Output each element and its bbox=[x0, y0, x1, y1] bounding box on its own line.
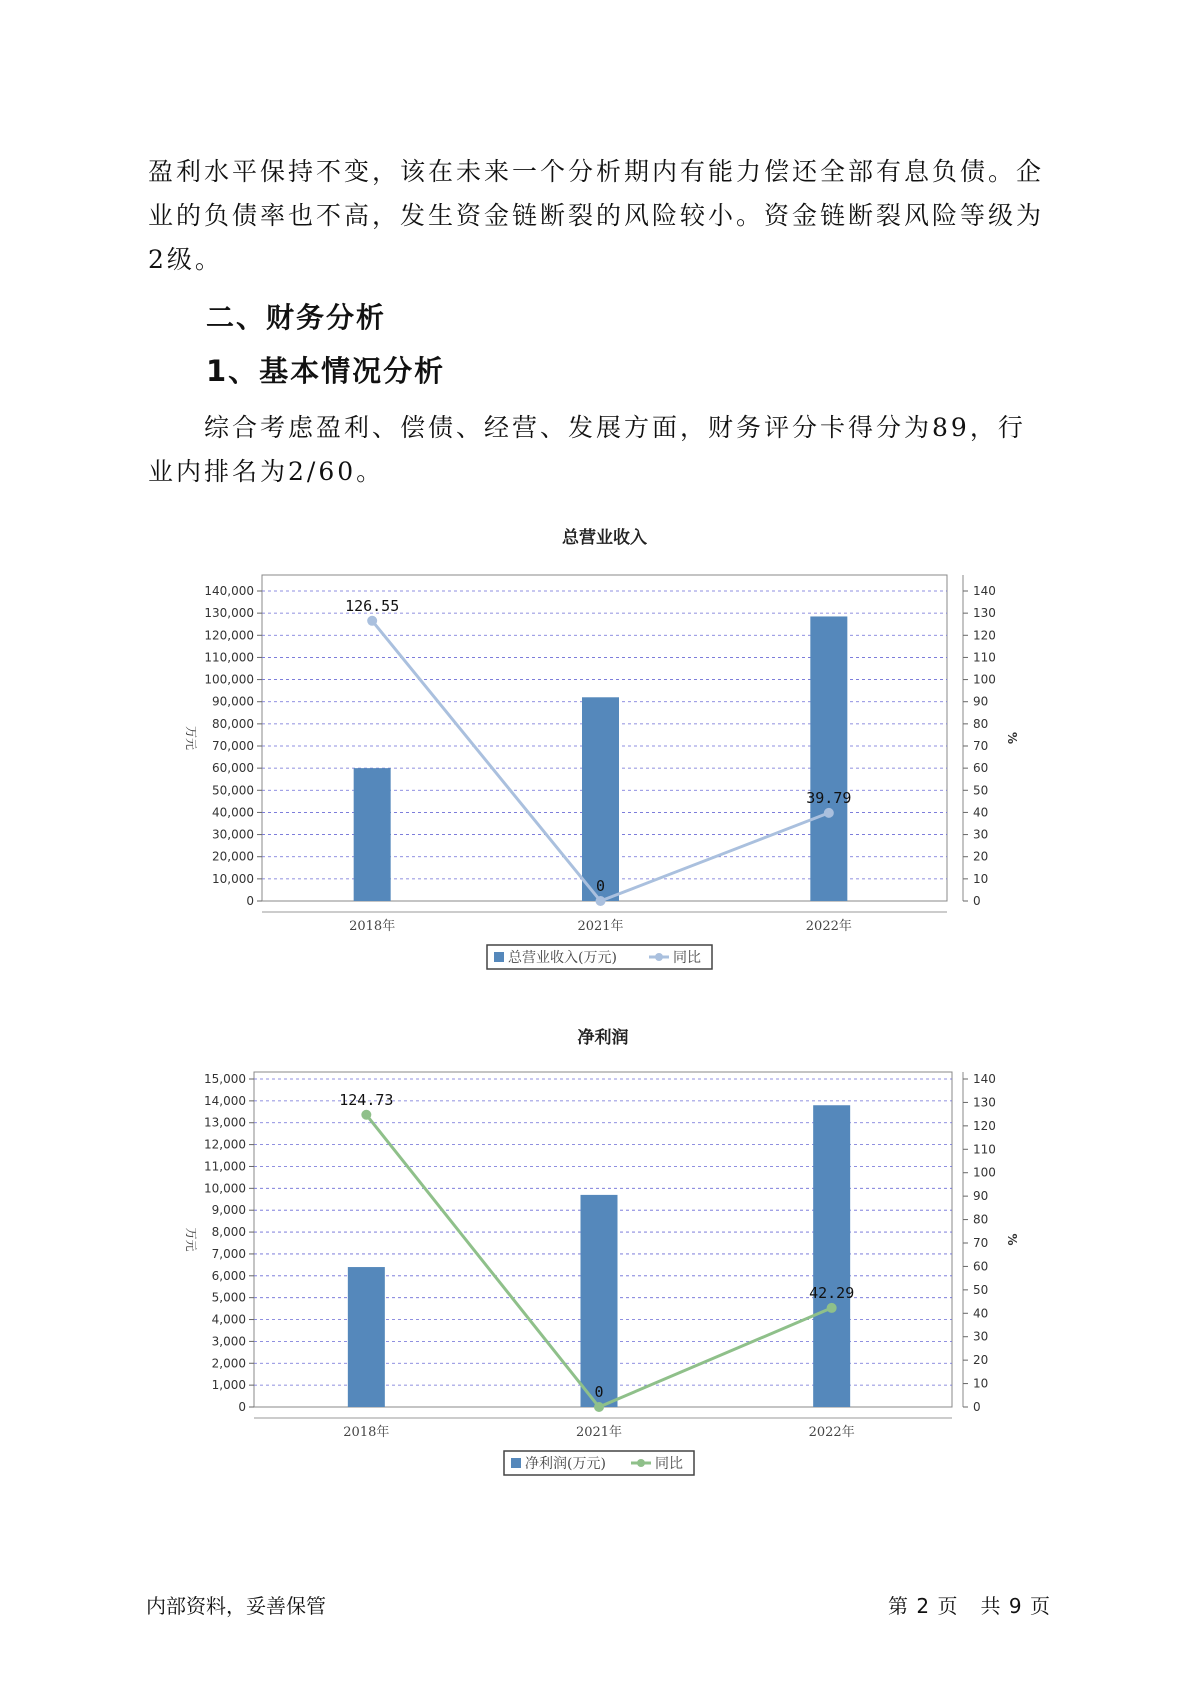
y-tick-label: 2,000 bbox=[211, 1356, 246, 1371]
data-label: 39.79 bbox=[806, 788, 852, 807]
y-tick-label: 1,000 bbox=[211, 1378, 246, 1393]
page-total: 9 bbox=[1008, 1594, 1023, 1618]
y2-tick-label: 80 bbox=[973, 1212, 989, 1227]
y2-tick-label: 80 bbox=[973, 716, 989, 731]
y2-tick-label: 140 bbox=[973, 1072, 996, 1086]
y2-tick-label: 0 bbox=[973, 894, 981, 908]
y2-tick-label: 30 bbox=[973, 827, 989, 842]
bar bbox=[348, 1267, 385, 1407]
x-tick-label: 2018年 bbox=[343, 1425, 390, 1440]
y2-tick-label: 10 bbox=[973, 871, 989, 886]
chart-net-profit bbox=[0, 1020, 1191, 1480]
y2-tick-label: 90 bbox=[973, 1189, 989, 1204]
x-tick-label: 2022年 bbox=[808, 1425, 855, 1440]
legend-line-point bbox=[637, 1459, 645, 1467]
y-tick-label: 80,000 bbox=[212, 716, 254, 731]
y2-tick-label: 120 bbox=[973, 628, 996, 643]
y2-tick-label: 60 bbox=[973, 1259, 989, 1274]
x-tick-label: 2018年 bbox=[349, 919, 396, 934]
y-tick-label: 9,000 bbox=[211, 1203, 246, 1218]
y-tick-label: 11,000 bbox=[204, 1159, 246, 1174]
line-point bbox=[824, 808, 834, 818]
legend-line-label: 同比 bbox=[655, 1456, 683, 1472]
paragraph-continuation: 盈利水平保持不变，该在未来一个分析期内有能力偿还全部有息负债。企业的负债率也不高，发生资金链断裂的风险较小。资金链断裂风险等级为2级。 bbox=[148, 157, 1045, 274]
section-heading: 二、财务分析 bbox=[206, 301, 387, 334]
page-current: 2 bbox=[916, 1594, 931, 1618]
y2-tick-label: 100 bbox=[973, 1165, 996, 1180]
chart-svg bbox=[0, 1020, 1191, 1480]
y2-tick-label: 40 bbox=[973, 805, 989, 820]
bar bbox=[582, 697, 619, 901]
y-tick-label: 10,000 bbox=[204, 1181, 246, 1196]
footer-page-number bbox=[888, 1590, 1051, 1619]
y-tick-label: 14,000 bbox=[204, 1093, 246, 1108]
legend-bar-label: 净利润(万元) bbox=[525, 1456, 606, 1472]
legend-line-label: 同比 bbox=[673, 950, 701, 966]
y2-tick-label: 70 bbox=[973, 739, 989, 753]
legend-bar-label: 总营业收入(万元) bbox=[508, 950, 617, 966]
y2-tick-label: 110 bbox=[973, 1142, 996, 1157]
y2-tick-label: 10 bbox=[973, 1376, 989, 1391]
y2-axis-label: % bbox=[1005, 1233, 1019, 1246]
y2-tick-label: 120 bbox=[973, 1118, 996, 1133]
page-mid: 页 bbox=[937, 1594, 959, 1618]
line-point bbox=[361, 1110, 371, 1120]
y-tick-label: 5,000 bbox=[211, 1290, 246, 1305]
y-tick-label: 6,000 bbox=[211, 1268, 246, 1283]
y-tick-label: 60,000 bbox=[212, 761, 254, 776]
y-tick-label: 20,000 bbox=[212, 849, 254, 864]
data-label: 0 bbox=[594, 1383, 604, 1401]
y-tick-label: 3,000 bbox=[211, 1334, 246, 1349]
y2-tick-label: 140 bbox=[973, 584, 996, 598]
x-tick-label: 2022年 bbox=[805, 919, 852, 934]
y-tick-label: 70,000 bbox=[212, 739, 254, 753]
x-tick-label: 2021年 bbox=[575, 1425, 623, 1440]
y-tick-label: 0 bbox=[246, 894, 254, 908]
chart-title: 总营业收入 bbox=[562, 528, 647, 548]
y2-tick-label: 20 bbox=[973, 849, 989, 864]
data-label: 42.29 bbox=[809, 1283, 855, 1302]
line-point bbox=[596, 896, 606, 906]
y-tick-label: 0 bbox=[238, 1400, 246, 1414]
chart-total-revenue bbox=[0, 520, 1191, 980]
y-tick-label: 8,000 bbox=[211, 1225, 246, 1240]
bar bbox=[354, 768, 391, 901]
x-tick-label: 2021年 bbox=[577, 919, 624, 934]
y2-tick-label: 0 bbox=[973, 1400, 981, 1414]
y-tick-label: 90,000 bbox=[212, 694, 254, 709]
y-axis-label: 万元 bbox=[184, 1227, 198, 1252]
y-tick-label: 40,000 bbox=[212, 805, 254, 820]
y-tick-label: 4,000 bbox=[211, 1312, 246, 1327]
y-tick-label: 130,000 bbox=[204, 606, 254, 621]
y2-tick-label: 130 bbox=[973, 606, 996, 621]
data-label: 126.55 bbox=[345, 596, 400, 615]
y2-tick-label: 50 bbox=[973, 783, 989, 798]
y-tick-label: 30,000 bbox=[212, 827, 254, 842]
line-point bbox=[594, 1402, 604, 1412]
y-tick-label: 7,000 bbox=[211, 1246, 246, 1261]
y2-tick-label: 30 bbox=[973, 1329, 989, 1344]
y2-tick-label: 40 bbox=[973, 1306, 989, 1321]
y-tick-label: 110,000 bbox=[204, 650, 254, 665]
subsection-heading: 1、基本情况分析 bbox=[206, 354, 446, 388]
line-point bbox=[367, 616, 377, 626]
bar bbox=[813, 1105, 850, 1407]
y2-tick-label: 50 bbox=[973, 1282, 989, 1297]
total-prefix: 共 bbox=[980, 1594, 1002, 1618]
y2-axis-label: % bbox=[1005, 731, 1019, 745]
y2-tick-label: 110 bbox=[973, 650, 996, 665]
legend-bar-swatch bbox=[511, 1458, 521, 1468]
y2-tick-label: 130 bbox=[973, 1095, 996, 1110]
legend-bar-swatch bbox=[494, 952, 504, 962]
chart-title: 净利润 bbox=[577, 1028, 629, 1048]
data-label: 124.73 bbox=[339, 1090, 394, 1109]
legend-line-point bbox=[655, 953, 663, 961]
data-label: 0 bbox=[595, 877, 606, 895]
footer-confidential-note: 内部资料，妥善保管 bbox=[146, 1594, 326, 1618]
y-tick-label: 100,000 bbox=[204, 672, 254, 687]
line-point bbox=[827, 1303, 837, 1313]
y-tick-label: 15,000 bbox=[204, 1072, 246, 1086]
y-tick-label: 13,000 bbox=[204, 1115, 246, 1130]
page-suffix: 页 bbox=[1030, 1594, 1051, 1618]
y-tick-label: 50,000 bbox=[212, 783, 254, 798]
y2-tick-label: 100 bbox=[973, 672, 996, 687]
y2-tick-label: 60 bbox=[973, 761, 989, 776]
paragraph-basic-analysis: 综合考虑盈利、偿债、经营、发展方面，财务评分卡得分为89，行业内排名为2/60。 bbox=[148, 413, 1026, 486]
y2-tick-label: 70 bbox=[973, 1236, 989, 1250]
y2-tick-label: 90 bbox=[973, 694, 989, 709]
y-axis-label: 万元 bbox=[184, 725, 198, 751]
page-prefix: 第 bbox=[888, 1594, 910, 1618]
bar bbox=[581, 1195, 618, 1407]
chart-svg bbox=[0, 520, 1191, 980]
y-tick-label: 12,000 bbox=[204, 1137, 246, 1152]
y2-tick-label: 20 bbox=[973, 1353, 989, 1368]
y-tick-label: 140,000 bbox=[204, 584, 254, 598]
y-tick-label: 120,000 bbox=[204, 628, 254, 643]
y-tick-label: 10,000 bbox=[212, 871, 254, 886]
bar bbox=[810, 616, 847, 901]
